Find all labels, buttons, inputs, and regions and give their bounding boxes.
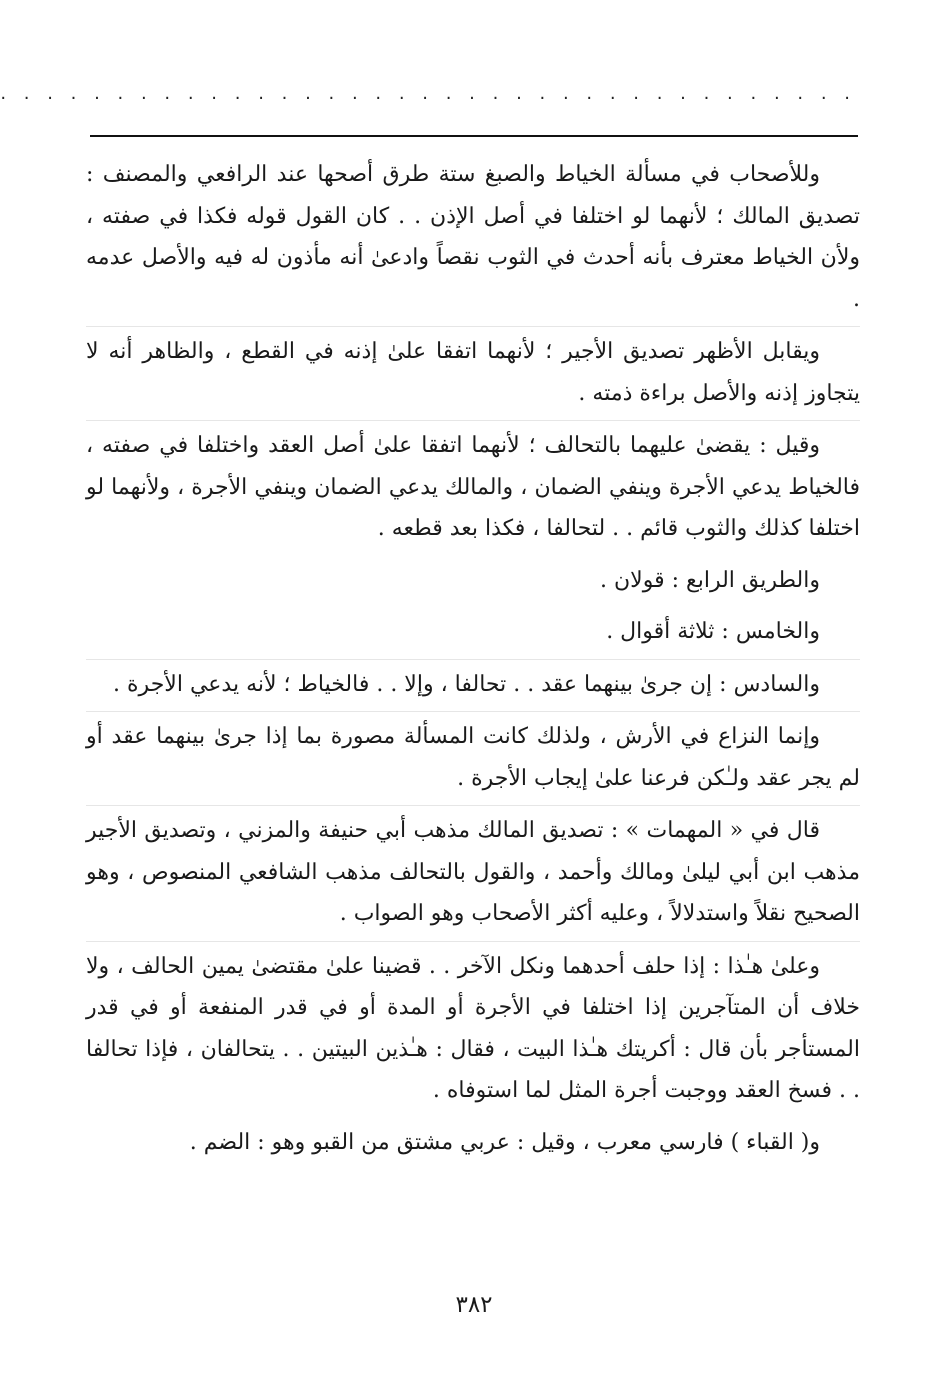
paragraph-opposite-view: ويقابل الأظهر تصديق الأجير ؛ لأنهما اتفقا علىٰ إذنه في القطع ، والظاهر أنه لا يتجاوز إذنه والأصل براءة ذمته . xyxy=(86,326,860,420)
paragraph-muhimmat-quote: قال في « المهمات » : تصديق المالك مذهب أبي حنيفة والمزني ، وتصديق الأجير مذهب ابن أبي ليلىٰ ومالك وأحمد ، والقول بالتحالف مذهب الشافعي المنصوص ، وهو الصحيح نقلاً واستدلالاً ، وعليه أكثر الأصحاب وهو الصواب . xyxy=(86,805,860,941)
header-rule xyxy=(90,135,858,137)
page-text-body xyxy=(86,150,860,1230)
paragraph-sixth-way: والسادس : إن جرىٰ بينهما عقد . . تحالفا ، وإلا . . فالخياط ؛ لأنه يدعي الأجرة . xyxy=(86,659,860,712)
paragraph-qaba-definition: و( القباء ) فارسي معرب ، وقيل : عربي مشتق من القبو وهو : الضم . xyxy=(189,1129,820,1155)
paragraph-fifth-way: والخامس : ثلاثة أقوال . xyxy=(606,619,820,644)
paragraph-mutual-oath: وقيل : يقضىٰ عليهما بالتحالف ؛ لأنهما اتفقا علىٰ أصل العقد واختلفا في صفته ، فالخياط يدعي الأجرة وينفي الضمان ، والمالك يدعي الضمان وينفي الأجرة ، ولأنهما لو اختلفا كذلك والثوب قائم . . لتحالفا ، فكذا بعد قطعه . xyxy=(86,420,860,556)
paragraph-oath-ruling: وعلىٰ هـٰذا : إذا حلف أحدهما ونكل الآخر . . قضينا علىٰ مقتضىٰ يمين الحالف ، ولا خلاف أن المتآجرين إذا اختلفا في الأجرة أو المدة أو في قدر المنفعة أو في قدر المستأجر بأن قال : أكريتك هـٰذا البيت ، فقال : هـٰذين البيتين . . يتحالفان ، فإذا تحالفا . . فسخ العقد ووجبت أجرة المثل لما استوفاه . xyxy=(86,941,860,1118)
header-dotted-line: . . . . . . . . . . . . . . . . . . . . . . . . . . . . . . . . . . . . . xyxy=(0,83,856,104)
page-number: ٣٨٢ xyxy=(455,1292,493,1318)
paragraph-fourth-way: والطريق الرابع : قولان . xyxy=(600,567,820,593)
paragraph-companions-ways: وللأصحاب في مسألة الخياط والصبغ ستة طرق أصحها عند الرافعي والمصنف : تصديق المالك ؛ لأنهما لو اختلفا في أصل الإذن . . كان القول قوله فكذا في صفته ، ولأن الخياط معترف بأنه أحدث في الثوب نقصاً وادعىٰ أنه مأذون له فيه والأصل عدمه . xyxy=(86,162,860,312)
paragraph-dispute-compensation: وإنما النزاع في الأرش ، ولذلك كانت المسألة مصورة بما إذا جرىٰ بينهما عقد أو لم يجر عقد ولـٰكن فرعنا علىٰ إيجاب الأجرة . xyxy=(86,711,860,805)
